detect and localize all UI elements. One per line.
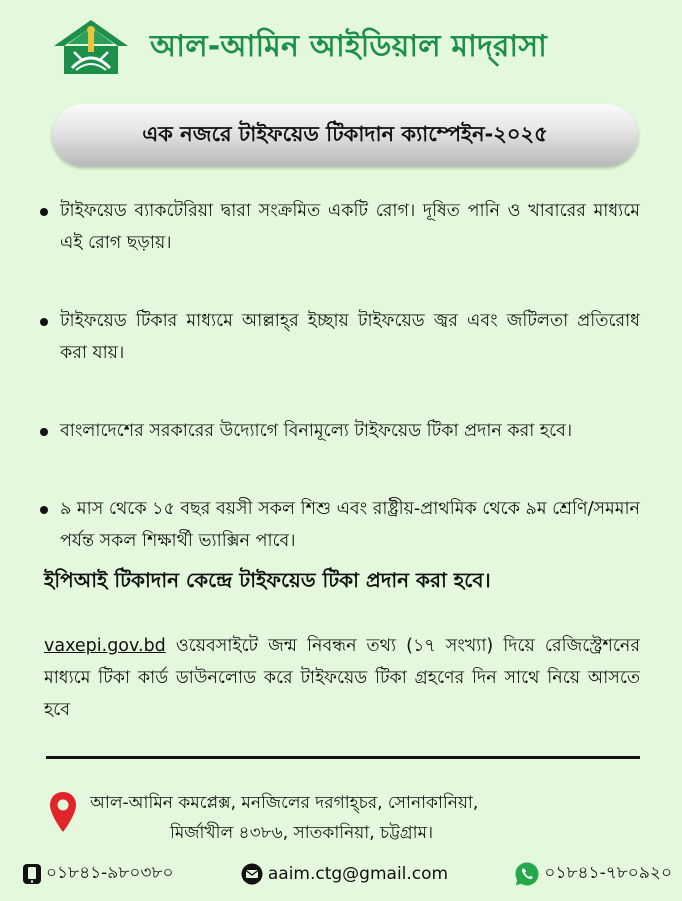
whatsapp-number: ০১৮৪১-৭৮০৯২০ <box>544 863 672 883</box>
phone-icon <box>22 863 42 885</box>
bullet-dot-icon <box>40 428 48 436</box>
bullet-text: ৯ মাস থেকে ১৫ বছর বয়সী সকল শিশু এবং রাষ্ট্রীয়-প্রাথমিক থেকে ৯ম শ্রেণি/সমমান পর্যন্ত সকল শিক্ষার্থী ভ্যাক্সিন পাবে। <box>60 499 640 551</box>
email-address: aaim.ctg@gmail.com <box>267 864 449 884</box>
email-icon <box>240 863 264 885</box>
address-line-2: মির্জাখীল ৪৩৮৬, সাতকানিয়া, চট্টগ্রাম। <box>170 823 434 843</box>
header <box>52 18 652 76</box>
location-pin-icon <box>50 792 76 832</box>
whatsapp-contact[interactable] <box>514 860 672 888</box>
phone-contact[interactable] <box>22 860 174 888</box>
bullet-dot-icon <box>40 318 48 326</box>
madrasa-logo-icon <box>52 18 130 76</box>
bullet-list <box>40 195 640 603</box>
list-item <box>40 195 640 259</box>
title-banner <box>52 104 638 166</box>
list-item <box>40 493 640 557</box>
phone-number: ০১৮৪১-৯৮০৩৮০ <box>46 863 174 883</box>
epi-announcement: ইপিআই টিকাদান কেন্দ্রে টাইফয়েড টিকা প্রদান করা হবে। <box>44 568 491 592</box>
registration-instructions <box>44 630 640 726</box>
bullet-text: বাংলাদেশের সরকারের উদ্যোগে বিনামূল্যে টাইফয়েড টিকা প্রদান করা হবে। <box>60 421 573 441</box>
whatsapp-icon <box>514 861 540 887</box>
address-line-1: আল-আমিন কমপ্লেক্স, মনজিলের দরগাহ্‌চর, সোনাকানিয়া, <box>90 793 479 813</box>
bullet-text: টাইফয়েড ব্যাকটেরিয়া দ্বারা সংক্রমিত একটি রোগ। দূষিত পানি ও খাবারের মাধ্যমে এই রোগ ছড়ায়। <box>60 201 640 253</box>
contact-bar <box>22 860 672 888</box>
campaign-title: এক নজরে টাইফয়েড টিকাদান ক্যাম্পেইন-২০২৫ <box>142 121 548 146</box>
address-block <box>46 790 640 846</box>
bullet-dot-icon <box>40 208 48 216</box>
bullet-dot-icon <box>40 506 48 514</box>
registration-text: ওয়েবসাইটে জন্ম নিবন্ধন তথ্য (১৭ সংখ্যা) দিয়ে রেজিস্ট্রেশনের মাধ্যমে টিকা কার্ড ডাউনলোড করে টাইফয়েড টিকা গ্রহণের দিন সাথে নিয়ে আসতে হবে <box>44 636 640 720</box>
list-item <box>40 415 640 447</box>
list-item <box>40 305 640 369</box>
vaxepi-link[interactable]: vaxepi.gov.bd <box>44 636 166 656</box>
email-contact[interactable] <box>240 863 448 885</box>
org-name: আল-আমিন আইডিয়াল মাদ্‌রাসা <box>150 28 548 64</box>
bullet-text: টাইফয়েড টিকার মাধ্যমে আল্লাহ্‌র ইচ্ছায় টাইফয়েড জ্বর এবং জটিলতা প্রতিরোধ করা যায়। <box>60 311 640 363</box>
divider <box>46 756 640 759</box>
